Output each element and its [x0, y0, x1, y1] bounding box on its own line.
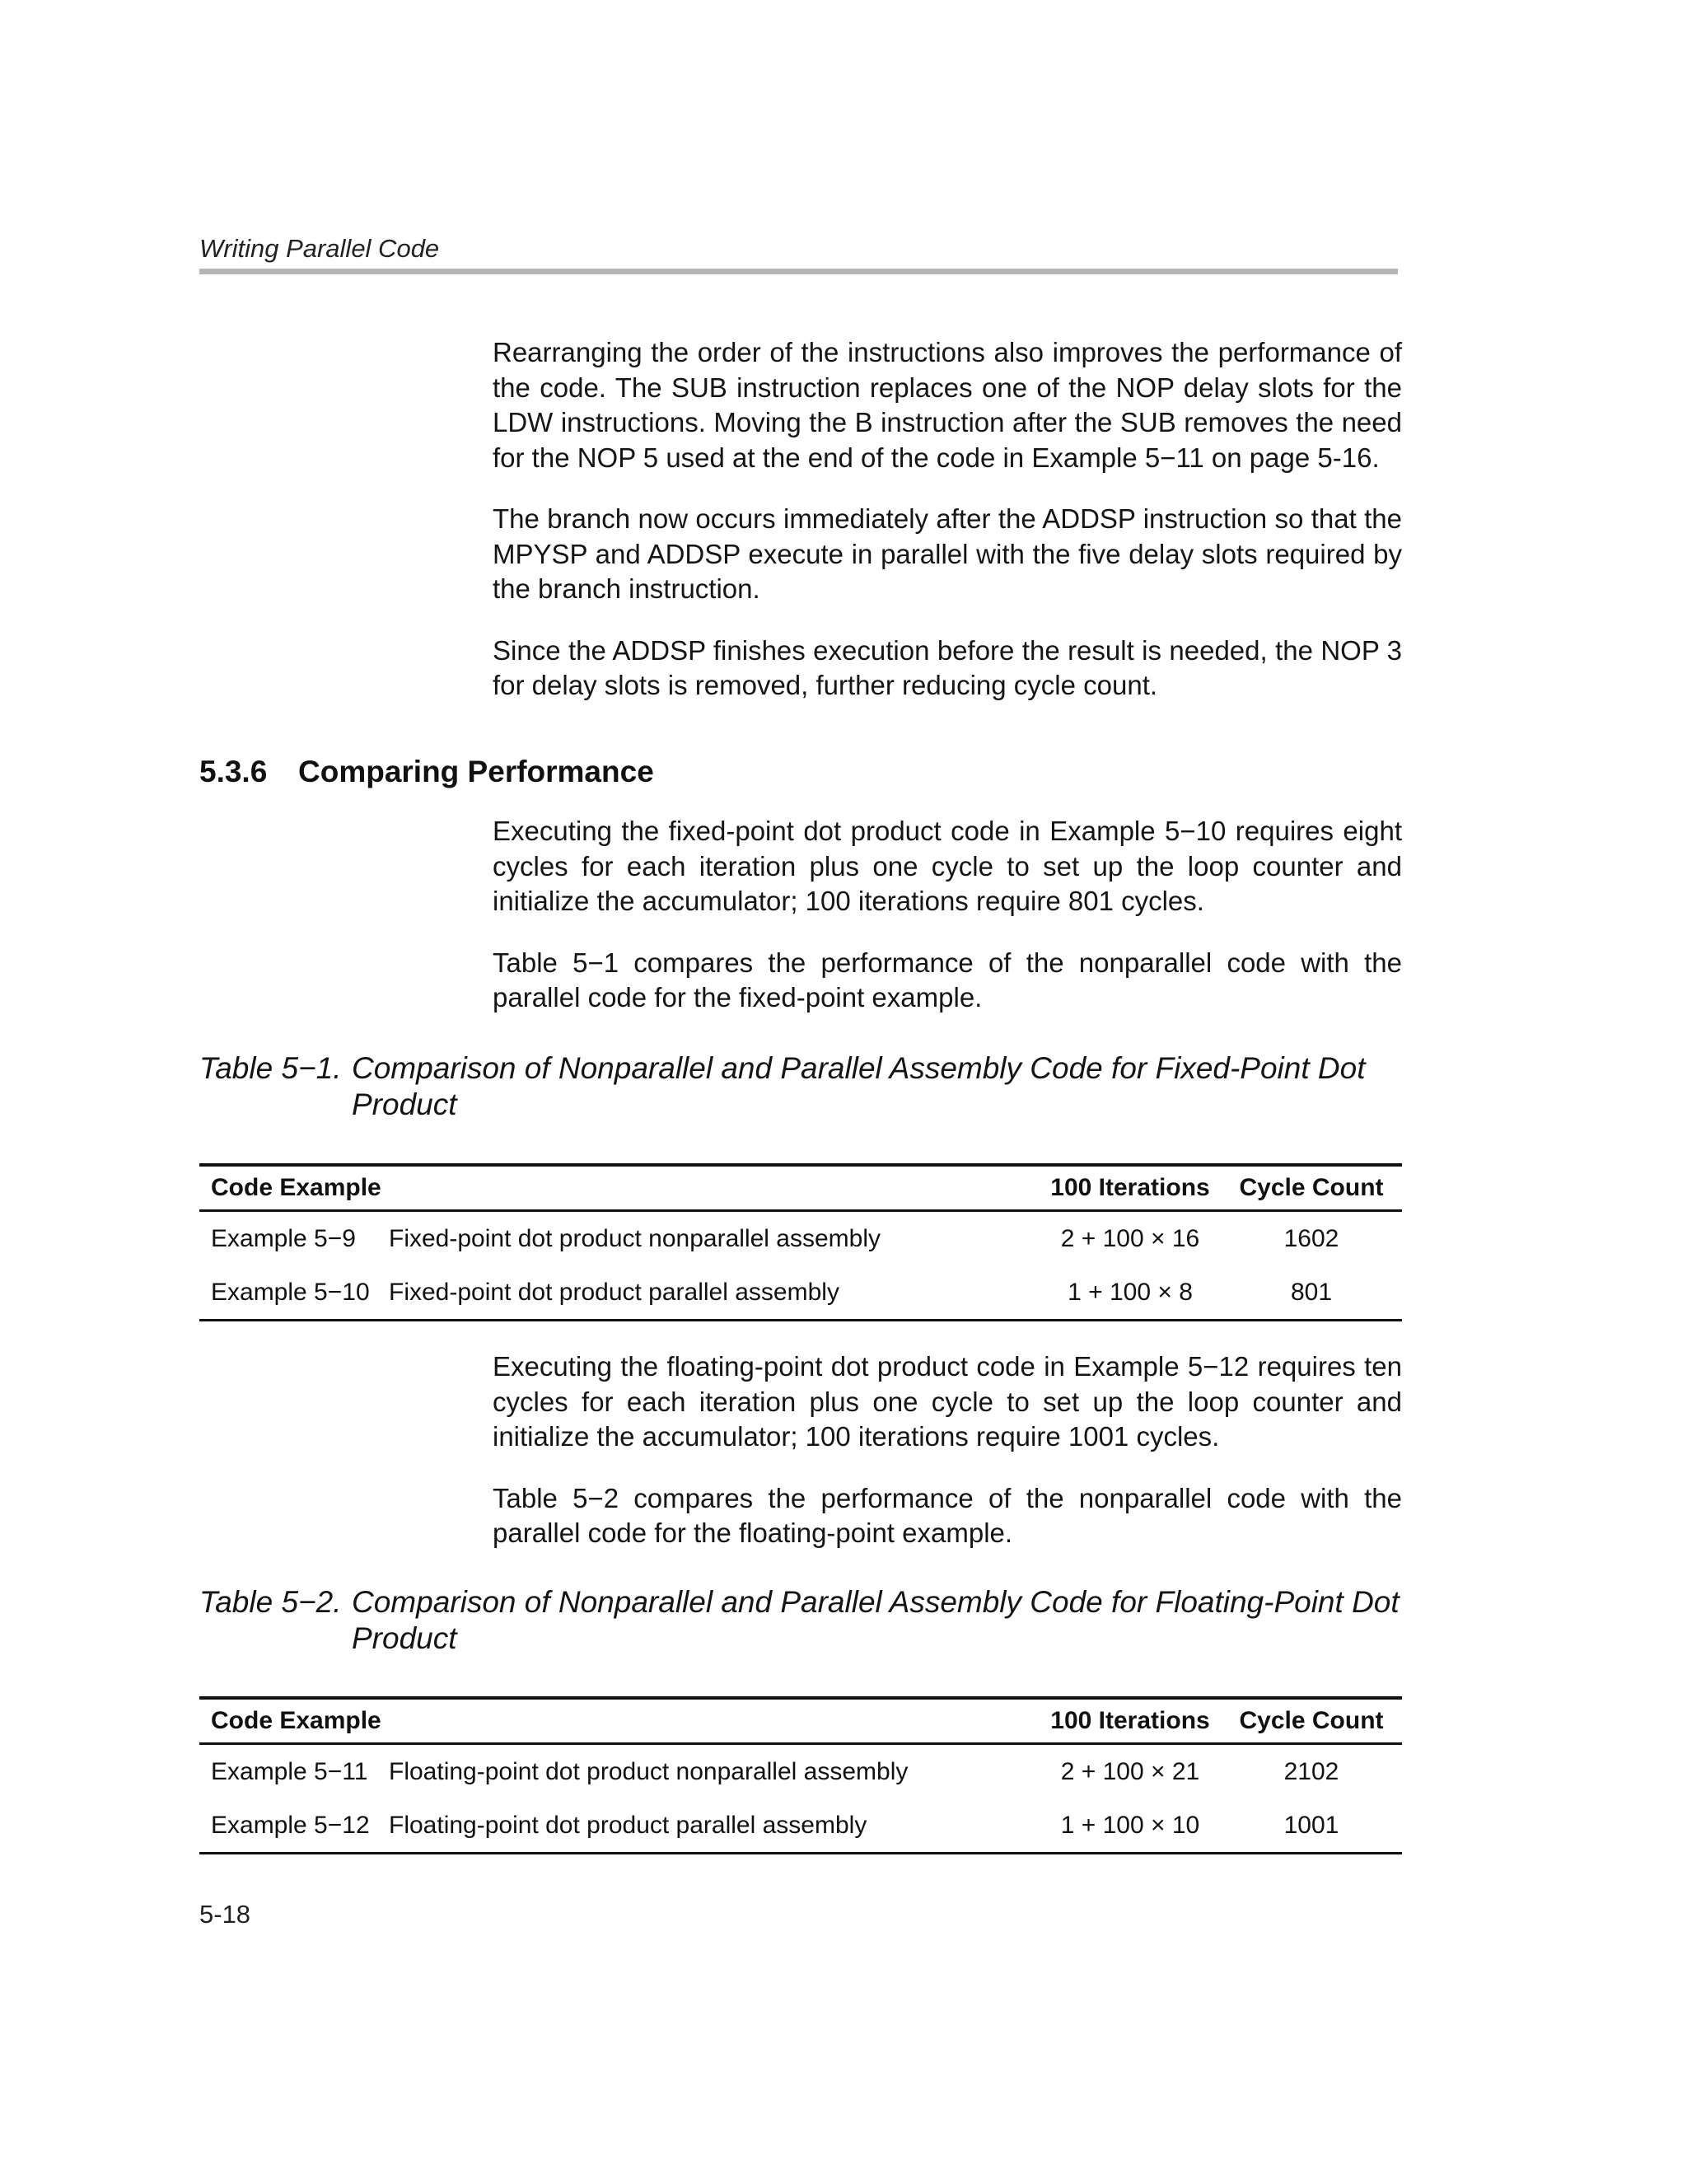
cell-description: Floating-point dot product nonparallel assembly	[389, 1757, 909, 1785]
cell-example: Example 5−11	[211, 1757, 368, 1785]
table-1-caption	[199, 1050, 1402, 1123]
header-cycle-count: Cycle Count	[1239, 1174, 1384, 1201]
table-2-caption	[199, 1584, 1402, 1657]
cell-iterations: 2 + 100 × 16	[1060, 1224, 1200, 1252]
table-header-row	[199, 1167, 1402, 1212]
paragraph: The branch now occurs immediately after the ADDSP instruction so that the MPYSP and ADDSP execute in parallel with the five delay slots required by the branch instruction.	[493, 503, 1402, 604]
paragraph: Executing the fixed-point dot product code in Example 5−10 requires eight cycles for each iteration plus one cycle to set up the loop counter and initialize the accumulator; 100 iterations require 801 cycles.	[493, 816, 1402, 916]
header-iterations: 100 Iterations	[1050, 1707, 1210, 1734]
table-row	[199, 1265, 1402, 1319]
section-heading	[199, 755, 654, 789]
paragraph: Table 5−2 compares the performance of the nonparallel code with the parallel code for the floating-point example.	[493, 1482, 1402, 1548]
table-row	[199, 1745, 1402, 1798]
paragraph: Rearranging the order of the instructions also improves the performance of the code. The SUB instruction replaces one of the NOP delay slots for the LDW instructions. Moving the B instruction after the SUB removes the need for the NOP 5 used at the end of the code in Example 5−11 on page 5-16.	[493, 337, 1402, 473]
cell-cycles: 1602	[1283, 1224, 1339, 1252]
cell-cycles: 801	[1290, 1278, 1333, 1306]
table-2	[199, 1696, 1402, 1854]
cell-example: Example 5−9	[211, 1224, 356, 1252]
cell-cycles: 1001	[1283, 1811, 1339, 1839]
cell-iterations: 1 + 100 × 8	[1068, 1278, 1193, 1306]
header-code-example: Code Example	[211, 1707, 381, 1734]
paragraph-group-lower	[493, 1349, 1402, 1551]
section-number: 5.3.6	[199, 755, 268, 788]
paragraph: Executing the floating-point dot product code in Example 5−12 requires ten cycles for each iteration plus one cycle to set up the loop counter and initialize the accumulator; 100 iterations require 1001 cycles.	[493, 1351, 1402, 1452]
table-2-caption-label: Table 5−2.	[199, 1585, 342, 1619]
cell-cycles: 2102	[1283, 1757, 1339, 1785]
paragraph-group-top	[493, 335, 1402, 704]
table-1-caption-label: Table 5−1.	[199, 1051, 342, 1085]
cell-example: Example 5−10	[211, 1278, 370, 1306]
cell-iterations: 2 + 100 × 21	[1060, 1757, 1200, 1785]
cell-description: Fixed-point dot product nonparallel assembly	[389, 1224, 881, 1252]
page-number: 5-18	[199, 1900, 251, 1929]
section-title: Comparing Performance	[298, 755, 654, 788]
paragraph-group-mid	[493, 814, 1402, 1016]
header-cycle-count: Cycle Count	[1239, 1707, 1384, 1734]
header-iterations: 100 Iterations	[1050, 1174, 1210, 1201]
table-row	[199, 1212, 1402, 1265]
cell-description: Floating-point dot product parallel assembly	[389, 1811, 867, 1839]
cell-description: Fixed-point dot product parallel assembly	[389, 1278, 839, 1306]
table-header-row	[199, 1700, 1402, 1745]
table-1	[199, 1163, 1402, 1321]
header-rule	[199, 269, 1398, 274]
table-2-caption-title: Comparison of Nonparallel and Parallel Assembly Code for Floating-Point Dot Product	[352, 1585, 1400, 1655]
table-row	[199, 1798, 1402, 1852]
table-1-caption-title: Comparison of Nonparallel and Parallel Assembly Code for Fixed-Point Dot Product	[352, 1051, 1366, 1121]
cell-example: Example 5−12	[211, 1811, 370, 1839]
cell-iterations: 1 + 100 × 10	[1060, 1811, 1200, 1839]
header-code-example: Code Example	[211, 1174, 381, 1201]
running-header: Writing Parallel Code	[199, 234, 440, 263]
paragraph: Table 5−1 compares the performance of the nonparallel code with the parallel code for the fixed-point example.	[493, 947, 1402, 1012]
paragraph: Since the ADDSP finishes execution before the result is needed, the NOP 3 for delay slots is removed, further reducing cycle count.	[493, 634, 1402, 700]
